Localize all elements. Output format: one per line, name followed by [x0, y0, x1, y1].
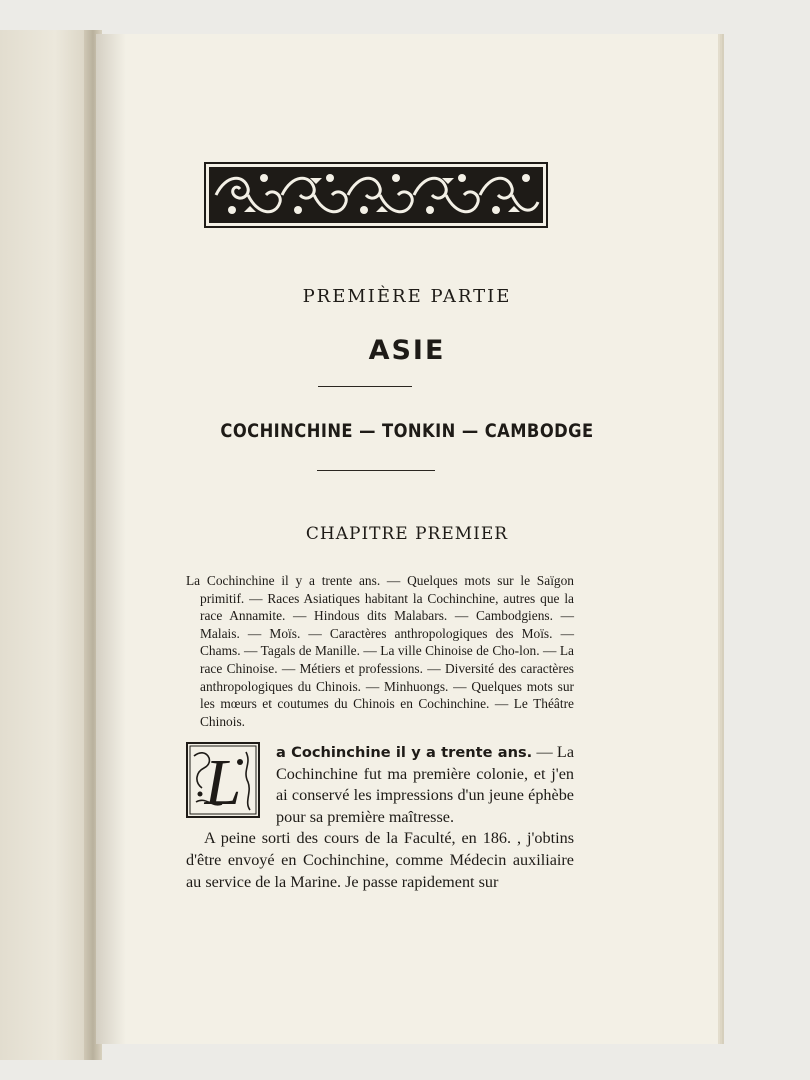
first-paragraph-rest: — La Cochinchine fut ma première colonie, et j'en ai conservé les impressions d'un jeune éphèbe pour sa première maîtresse.: [276, 743, 574, 826]
chapter-title: CHAPITRE PREMIER: [305, 524, 509, 544]
ornamental-drop-cap: [186, 742, 270, 826]
regions-heading: COCHINCHINE — TONKIN — CAMBODGE: [220, 420, 594, 442]
second-paragraph: A peine sorti des cours de la Faculté, en 186. , j'obtins d'être envoyé en Cochinchine, comme Médecin auxiliaire au service de la Marine. Je passe rapidement sur: [186, 829, 574, 891]
divider-rule-bottom: [317, 470, 435, 471]
divider-rule-top: [318, 386, 412, 387]
drop-cap-letter: L: [204, 746, 242, 819]
chapter-summary: [186, 572, 574, 730]
book-page: [96, 34, 718, 1044]
chapter-summary-text: La Cochinchine il y a trente ans. — Quelques mots sur le Saïgon primitif. — Races Asiatiques habitant la Cochinchine, autres que la race Annamite. — Hindous dits Malabars. — Cambodgiens. — Malais. — Moïs. — Caractères anthropologiques des Moïs. — Chams. — Tagals de Manille. — La ville Chinoise de Cho-lon. — La race Chinoise. — Métiers et professions. — Diversité des caractères anthropologiques du Chinois. — Minhuongs. — Quelques mots sur les mœurs et coutumes du Chinois en Cochinchine. — Le Théâtre Chinois.: [186, 573, 574, 729]
decorative-headpiece-ornament: [204, 162, 548, 228]
part-title: PREMIÈRE PARTIE: [302, 286, 512, 307]
first-paragraph-lead: a Cochinchine il y a trente ans.: [276, 744, 533, 761]
body-text: [186, 742, 574, 893]
continent-heading: ASIE: [368, 335, 446, 366]
page-gutter-shadow: [96, 34, 126, 1044]
left-page-edge: [0, 30, 92, 1060]
